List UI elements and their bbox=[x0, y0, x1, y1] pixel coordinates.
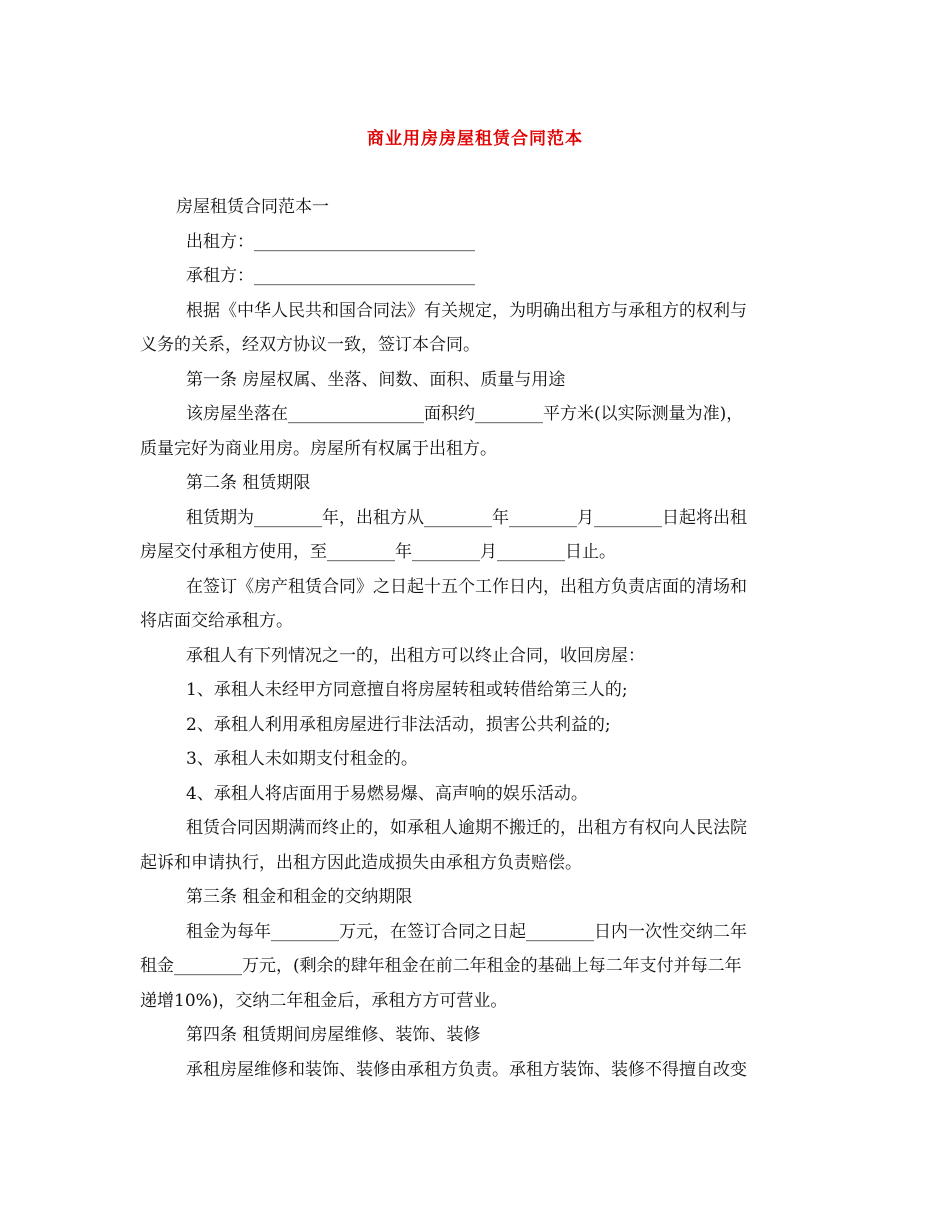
paragraph-line: 在签订《房产租赁合同》之日起十五个工作日内，出租方负责店面的清场和 bbox=[186, 576, 747, 597]
article-heading: 第一条 房屋权属、坐落、间数、面积、质量与用途 bbox=[186, 369, 566, 390]
document-title: 商业用房房屋租赁合同范本 bbox=[367, 129, 583, 149]
paragraph-line: 房屋交付承租方使用，至________年________月________日止。 bbox=[140, 542, 616, 562]
article-heading: 第三条 租金和租金的交纳期限 bbox=[186, 887, 413, 907]
paragraph-line: 租赁期为________年，出租方从________年________月________日起将出租 bbox=[186, 507, 747, 528]
paragraph-line: 租赁合同因期满而终止的，如承租人逾期不搬迁的，出租方有权向人民法院 bbox=[186, 818, 747, 838]
paragraph-line: 租金为每年________万元，在签订合同之日起________日内一次性交纳二年 bbox=[186, 921, 747, 942]
paragraph-line: 将店面交给承租方。 bbox=[140, 611, 293, 631]
paragraph-line: 起诉和申请执行，出租方因此造成损失由承租方负责赔偿。 bbox=[140, 852, 582, 873]
document-body bbox=[140, 190, 812, 1087]
list-item: 2、承租人利用承租房屋进行非法活动，损害公共利益的; bbox=[186, 714, 611, 735]
paragraph-line: 承租人有下列情况之一的，出租方可以终止合同，收回房屋： bbox=[186, 645, 645, 666]
article-heading: 第四条 租赁期间房屋维修、装饰、装修 bbox=[186, 1025, 481, 1045]
lessor-field: 出租方：__________________________ bbox=[186, 231, 475, 252]
lessee-field: 承租方：__________________________ bbox=[186, 266, 475, 286]
paragraph-line: 质量完好为商业用房。房屋所有权属于出租方。 bbox=[140, 438, 497, 459]
paragraph-line: 义务的关系，经双方协议一致，签订本合同。 bbox=[140, 335, 480, 355]
paragraph-line: 递增10%)，交纳二年租金后，承租方方可营业。 bbox=[140, 990, 508, 1011]
list-item: 1、承租人未经甲方同意擅自将房屋转租或转借给第三人的; bbox=[186, 680, 628, 700]
section-heading: 房屋租赁合同范本一 bbox=[176, 197, 329, 217]
paragraph-line: 根据《中华人民共和国合同法》有关规定，为明确出租方与承租方的权利与 bbox=[186, 300, 747, 321]
paragraph-line: 该房屋坐落在________________面积约________平方米(以实际测量为准)， bbox=[186, 404, 744, 424]
article-heading: 第二条 租赁期限 bbox=[186, 473, 311, 493]
list-item: 3、承租人未如期支付租金的。 bbox=[186, 749, 418, 769]
paragraph-line: 租金________万元，(剩余的肆年租金在前二年租金的基础上每二年支付并每二年 bbox=[140, 956, 742, 976]
list-item: 4、承租人将店面用于易燃易爆、高声响的娱乐活动。 bbox=[186, 783, 588, 804]
paragraph-line: 承租房屋维修和装饰、装修由承租方负责。承租方装饰、装修不得擅自改变 bbox=[186, 1059, 747, 1080]
